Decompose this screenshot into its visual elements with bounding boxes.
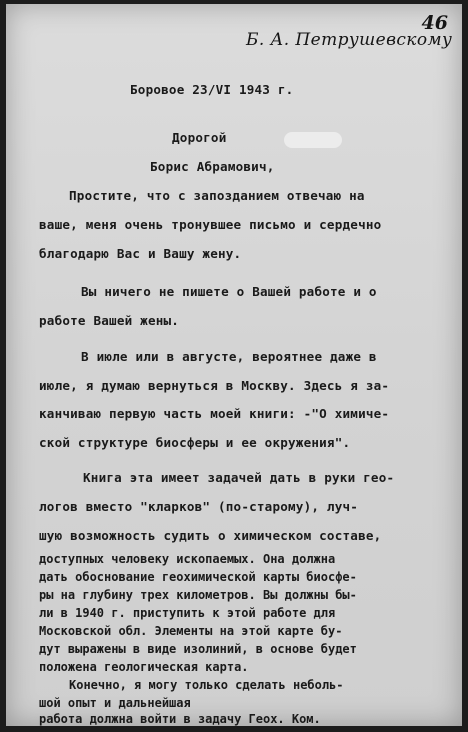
salutation-line-2: Борис Абрамович, <box>150 159 275 174</box>
body-line: шую возможность судить о химическом составе, <box>39 528 382 543</box>
body-line: ваше, меня очень тронувшее письмо и сердечно <box>39 217 382 232</box>
body-line: Вы ничего не пишете о Вашей работе и о <box>81 284 377 299</box>
salutation-line-1: Дорогой <box>172 130 227 145</box>
body-line: работе Вашей жены. <box>39 313 180 328</box>
body-line: шой опыт и дальнейшая <box>39 696 191 710</box>
body-line: дать обоснование геохимической карты биосфе- <box>39 570 357 584</box>
body-line: канчиваю первую часть моей книги: -"О химиче- <box>39 406 390 421</box>
body-line: положена геологическая карта. <box>39 660 249 674</box>
body-line: благодарю Вас и Вашу жену. <box>39 246 242 261</box>
letter-page <box>6 4 462 726</box>
body-line: ли в 1940 г. приступить к этой работе для <box>39 606 336 620</box>
body-line: Книга эта имеет задачей дать в руки гео- <box>83 470 395 485</box>
body-line: работа должна войти в задачу Геох. Ком. <box>39 712 321 726</box>
body-line: дут выражены в виде изолиний, в основе будет <box>39 642 357 656</box>
body-line: доступных человеку ископаемых. Она должна <box>39 552 336 566</box>
paper-stain <box>284 132 342 148</box>
body-line: В июле или в августе, вероятнее даже в <box>81 349 377 364</box>
handwritten-recipient: Б. А. Петрушевскому <box>246 30 453 50</box>
body-line: Конечно, я могу только сделать неболь- <box>69 678 344 692</box>
body-line: логов вместо "кларков" (по-старому), луч- <box>39 499 359 514</box>
body-line: ры на глубину трех километров. Вы должны бы- <box>39 588 357 602</box>
body-line: июле, я думаю вернуться в Москву. Здесь я за- <box>39 378 390 393</box>
folio-number: 46 <box>421 12 448 34</box>
body-line: ской структуре биосферы и ее окружения". <box>39 435 351 450</box>
body-line: Московской обл. Элементы на этой карте бу- <box>39 624 343 638</box>
place-date: Боровое 23/VI 1943 г. <box>130 82 294 97</box>
body-line: Простите, что с запозданием отвечаю на <box>69 188 365 203</box>
